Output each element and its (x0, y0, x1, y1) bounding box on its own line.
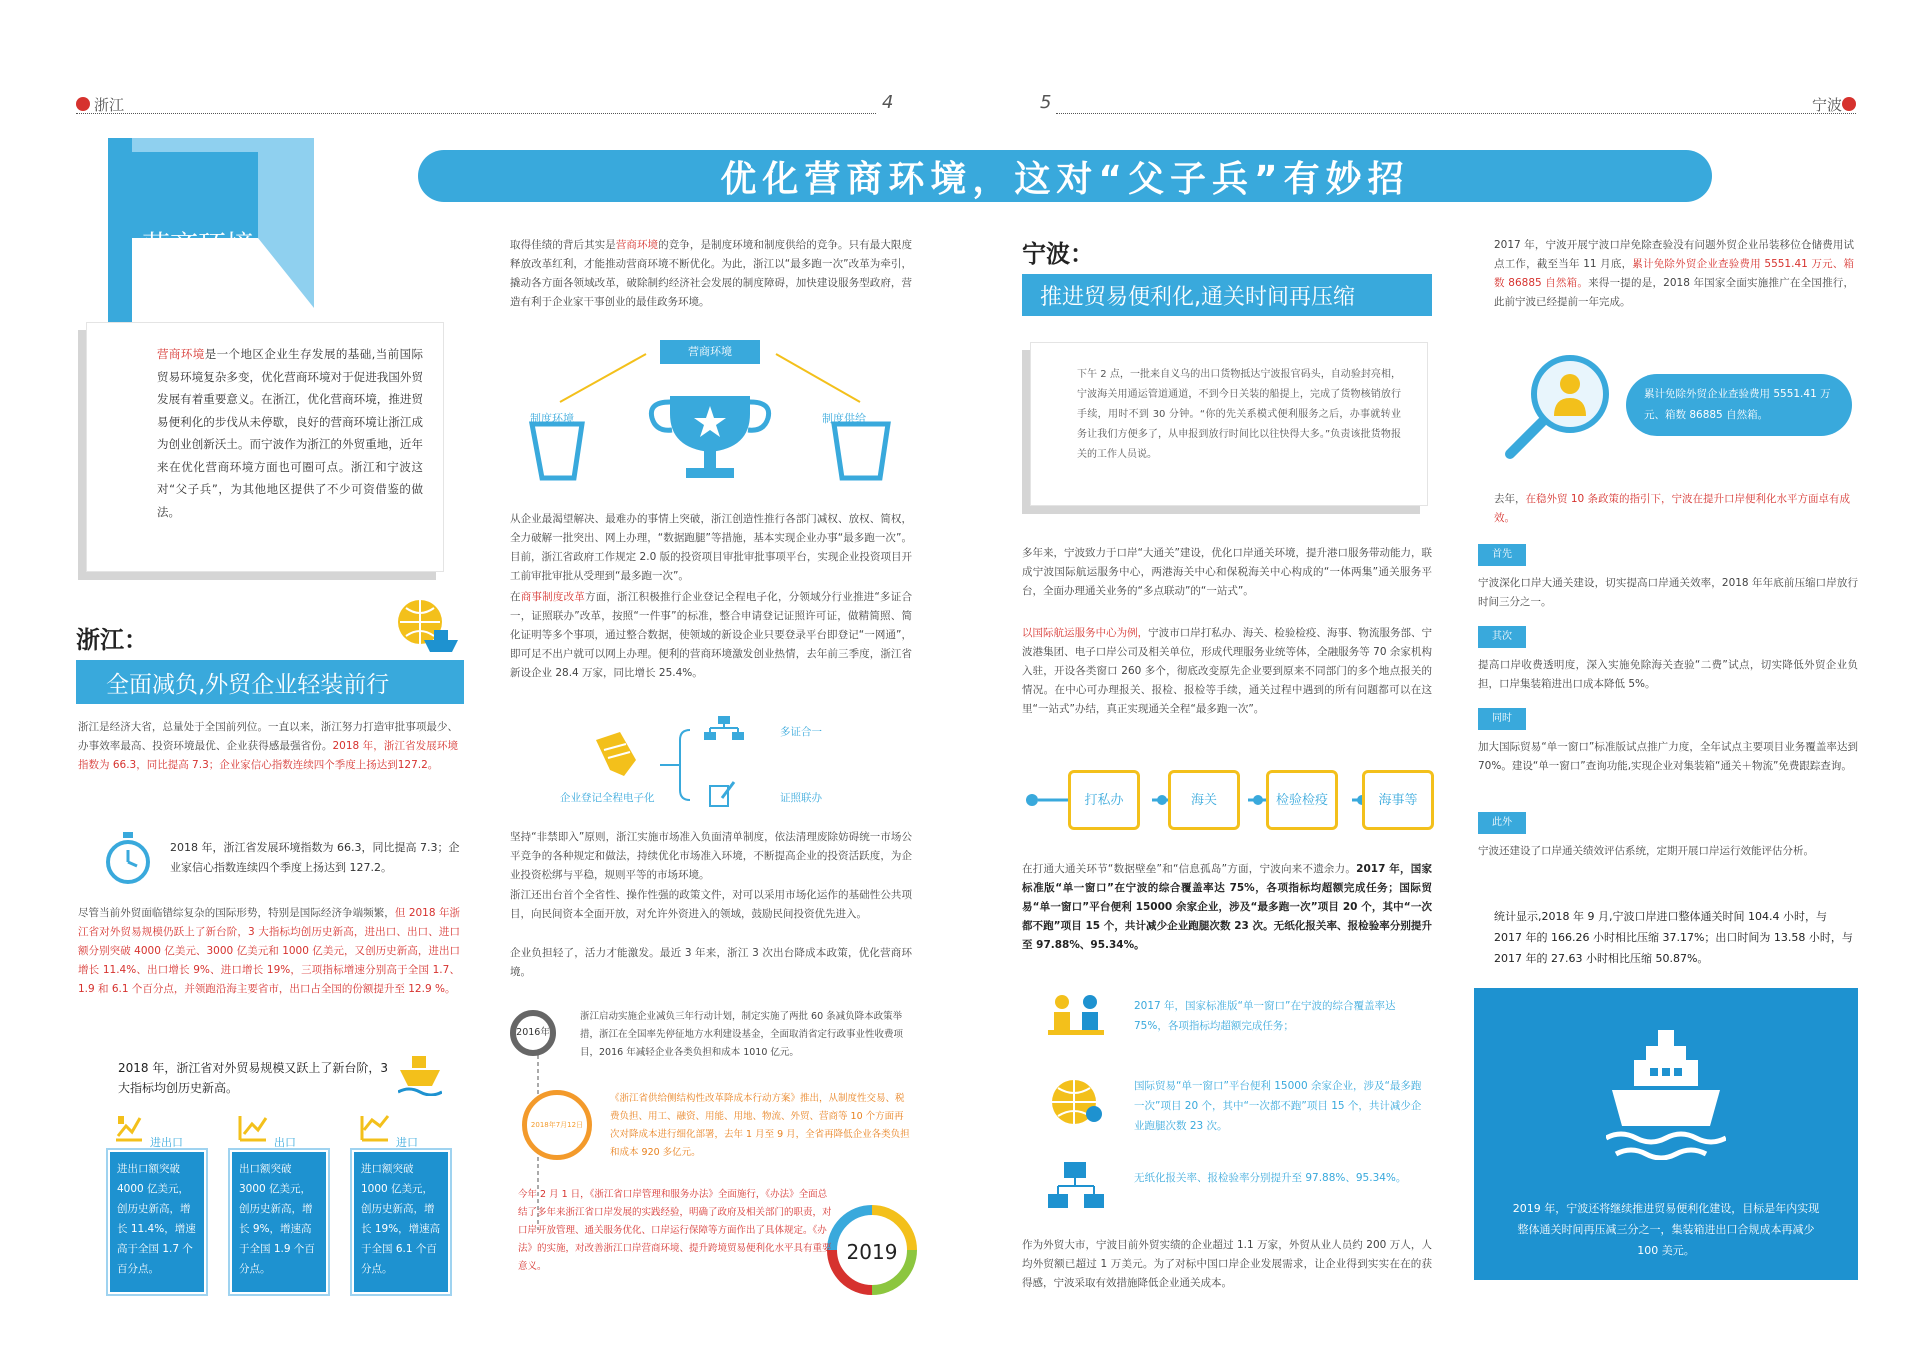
ningbo-paragraph-4: 作为外贸大市，宁波目前外贸实绩的企业超过 1.1 万家，外贸从业人员约 200 万人，人均外贸额已超过 1 万美元。为了对标中国口岸企业发展需求，让企业得到实实在在的获得感，宁波采取有效措施降低企业通关成本。 (1022, 1239, 1432, 1289)
middle-p1-b: 的竞争，是制度环境和制度供给的竞争。只有最大限度释放改革红利，才能推动营商环境不断优化。为此，浙江以“最多跑一次”改革为牵引，撬动各方面各领域改革，破除制约经济社会发展的制度障碍，加快建设服务型政府，营造有利于企业家干事创业的最佳政务环境。 (510, 239, 913, 308)
intro-box (86, 322, 444, 572)
zhejiang-stat-2: 2018 年，浙江省对外贸易规模又跃上了新台阶，3 大指标均创历史新高。 (118, 1061, 388, 1095)
tag-first-text: 宁波深化口岸大通关建设，切实提高口岸通关效率，2018 年年底前压缩口岸放行时间三分之一。 (1478, 577, 1858, 608)
diagram-right-label: 制度供给 (822, 412, 866, 425)
right-paragraph-2 (1494, 490, 1854, 528)
registration-label: 企业登记全程电子化 (560, 792, 655, 804)
middle-paragraph-3 (510, 588, 912, 683)
large-ship-icon (1606, 1030, 1726, 1160)
left-running-head: 浙江 (94, 96, 125, 114)
middle-paragraph-4: 坚持“非禁即入”原则，浙江实施市场准入负面清单制度，依法清理废除妨碍统一市场公平竞争的各种规定和做法，持续优化市场准入环境，不断提高企业的投资活跃度，为企业投资松绑与平稳，规则平等的市场环境。 (510, 831, 912, 881)
ningbo-p3-a: 在打通大通关环节“数据壁垒”和“信息孤岛”方面，宁波向来不遗余力。 (1022, 863, 1357, 875)
stat-box-import: 进口额突破 1000 亿美元，创历史新高，增长 19%，增速高于全国 6.1 个百分点。 (354, 1152, 448, 1292)
middle-p3-c: 方面，浙江积极推行企业登记全程电子化，分领域分行业推进“多证合一，证照联办”改革，按照“一件事”的标准，整合申请登记证照许可证，做精简照、简化证明等多个事项，通过整合数据，使领域的新设企业只要登录平台即登记“一网通”，即可足不出户就可以网上办理。便利的营商环境激发创业热情，去年前三季度，浙江省新设企业 28.4 万家，同比增长 25.4%。 (510, 591, 912, 679)
main-banner-title: 优化营商环境，这对“父子兵”有妙招 (720, 158, 1410, 200)
zhejiang-subtitle: 全面减负,外贸企业轻装前行 (76, 660, 464, 704)
flow-step-inspection: 检验检疫 (1266, 770, 1338, 830)
ningbo-item-1: 2017 年，国家标准版“单一窗口”在宁波的综合覆盖率达 75%，各项指标均超额完成任务； (1134, 1000, 1396, 1032)
tag-first: 首先 (1478, 544, 1526, 566)
box-1-label: 进出口 (150, 1136, 183, 1149)
tag-meanwhile-text: 加大国际贸易“单一窗口”标准版试点推广力度，全年试点主要项目业务覆盖率达到 70%。建设“单一窗口”查询功能,实现企业对集装箱“通关＋物流”免费跟踪查询。 (1478, 741, 1858, 772)
ningbo-p3-b: 2017 年，国家标准版“单一窗口”在宁波的综合覆盖率达 75%，各项指标均超额完成任务；国际贸易“单一窗口”平台便利 15000 余家企业，涉及“最多跑一次”项目 20 个，其中“一次都不跑”项目 15 个，共计减少企业跑腿次数 23 次。无纸化报关率、报检验率分别提升至 97.88%、95.34%。 (1022, 863, 1432, 951)
right-page-marker-icon (1842, 97, 1856, 111)
ningbo-paragraph-3 (1022, 860, 1432, 955)
ningbo-quote-box (1030, 342, 1428, 506)
box-2-label: 出口 (274, 1136, 296, 1149)
search-person-icon (1500, 350, 1620, 460)
left-page-marker-icon (76, 97, 90, 111)
diagram-left-label: 制度环境 (530, 412, 574, 425)
right-page-number: 5 (1040, 92, 1052, 113)
zhejiang-p2-highlight: 但 2018 年浙江省对外贸易规模仍跃上了新台阶，3 大指标均创历史新高，进出口、出口、进口额分别突破 4000 亿美元、3000 亿美元和 1000 亿美元，又创历史新高，进出口增长 11.4%、出口增长 9%、进口增长 19%，三项指标增速分别高于全国 1.7、1.9 和 6.1 个百分点，并领跑沿海主要省市，出口占全国的份额提升至 12.9 %。 (78, 907, 461, 995)
right-running-head: 宁波 (1812, 96, 1843, 114)
tag-additionally-text: 宁波还建设了口岸通关绩效评估系统，定期开展口岸运行效能评估分析。 (1478, 845, 1814, 857)
tag-second-text: 提高口岸收费透明度，深入实施免除海关查验“二费”试点，切实降低外贸企业负担，口岸集装箱进出口成本降低 5%。 (1478, 659, 1858, 690)
left-page-number: 4 (882, 92, 894, 113)
timeline-text-2018: 《浙江省供给侧结构性改革降成本行动方案》推出，从制度性交易、税费负担、用工、融资、用能、用地、物流、外贸、营商等 10 个方面再次对降成本进行细化部署，去年 1 月至 9 月，全省再降低企业各类负担和成本 920 多亿元。 (610, 1093, 910, 1158)
right-divider (1056, 113, 1856, 114)
computer-network-icon (1046, 1160, 1106, 1216)
flow-step-maritime: 海事等 (1362, 770, 1434, 830)
goal-text: 2019 年，宁波还将继续推进贸易便利化建设，目标是年内实现整体通关时间再压减三分之一，集装箱进出口合规成本再减少 100 美元。 (1512, 1202, 1820, 1257)
flow-step-anti-smuggling: 打私办 (1068, 770, 1140, 830)
zhejiang-heading: 浙江： (76, 626, 148, 654)
goal-box (1474, 988, 1858, 1280)
diagram-center-label: 营商环境 (660, 340, 760, 364)
timeline-text-2019: 今年 2 月 1 日，《浙江省口岸管理和服务办法》全面施行，《办法》全面总结了多年来浙江省口岸发展的实践经验，明确了政府及相关部门的职责，对口岸开放管理、通关服务优化、口岸运行保障等方面作出了具体规定。《办法》的实施，对改善浙江口岸营商环境、提升跨境贸易便利化水平具有重要意义。 (518, 1189, 832, 1272)
right-p2-highlight: 在稳外贸 10 条政策的指引下，宁波在提升口岸便利化水平方面卓有成效。 (1494, 493, 1851, 524)
right-p1-a: 2017 年，宁波开展宁波口岸免除查验没有问题外贸企业吊装移位仓储费用试点工作，截至当年 11 月底， (1494, 239, 1854, 270)
ningbo-item-2: 国际贸易“单一窗口”平台便利 15000 余家企业，涉及“最多跑一次”项目 20 个，其中“一次都不跑”项目 15 个，共计减少企业跑腿次数 23 次。 (1134, 1080, 1422, 1132)
ningbo-p2-highlight: 以国际航运服务中心为例， (1022, 627, 1149, 639)
export-chart-icon (238, 1112, 268, 1142)
multi-certificate-label: 多证合一 (780, 726, 822, 738)
flag-title: 营商环境 (142, 229, 255, 262)
main-banner (418, 150, 1712, 202)
tag-second: 其次 (1478, 626, 1526, 648)
timeline-node-2019: 2019 (846, 1240, 898, 1264)
middle-p3-highlight: 商事制度改革 (520, 591, 586, 603)
intro-lead: 营商环境 (157, 347, 205, 361)
tag-meanwhile: 同时 (1478, 708, 1526, 730)
tag-additionally: 此外 (1478, 812, 1526, 834)
fee-exemption-badge: 累计免除外贸企业查验费用 5551.41 万元、箱数 86885 自然箱。 (1626, 374, 1852, 436)
right-paragraph-1 (1494, 236, 1854, 312)
stopwatch-icon (104, 832, 152, 884)
right-p2-a: 去年， (1494, 493, 1526, 505)
timeline-node-2016: 2016年 (510, 1010, 556, 1056)
zhejiang-stat-1: 2018 年，浙江省发展环境指数为 66.3，同比提高 7.3；企业家信心指数连续四个季度上扬达到 127.2。 (170, 841, 460, 874)
box-3-label: 进口 (396, 1136, 418, 1149)
globe-trade-icon (1046, 1076, 1106, 1132)
ningbo-paragraph-2 (1022, 624, 1432, 719)
timeline-node-2018: 2018年7月12日 (522, 1090, 592, 1160)
zhejiang-p2-plain: 尽管当前外贸面临错综复杂的国际形势，特别是国际经济争端频繁， (78, 907, 395, 919)
stat-box-import-export: 进出口额突破 4000 亿美元，创历史新高，增长 11.4%，增速高于全国 1.7 个百分点。 (110, 1152, 204, 1292)
flow-step-customs: 海关 (1168, 770, 1240, 830)
middle-paragraph-2: 从企业最渴望解决、最难办的事情上突破，浙江创造性推行各部门减权、放权、简权，全力破解一批突出、网上办理，“数据跑腿”等措施，基本实现企业办事“最多跑一次”。目前，浙江省政府工作规定 2.0 版的投资项目审批审批事项平台，实现企业投资项目开工前审批审批从受理到“最多跑一次”。 (510, 513, 912, 582)
zhejiang-paragraph-2 (78, 904, 460, 999)
ningbo-p2-text: 宁波市口岸打私办、海关、检验检疫、海事、物流服务部、宁波港集团、电子口岸公司及相关单位，形成代理服务业统等体，全融服务等 70 余家机构入驻，开设各类窗口 260 多个，彻底改变原先企业要到原来不同部门的多个地点报关的情况。在中心可办理报关、报检、报检等手续，通关过程中遇到的所有问题都可以在这里“一站式”办结，真正实现通关全程“最多跑一次”。 (1022, 627, 1433, 715)
zhejiang-p1-plain: 浙江是经济大省，总量处于全国前列位。一直以来，浙江努力打造审批事项最少、办事效率最高、投资环境最优、企业获得感最强省份。 (78, 721, 458, 752)
import-chart-icon (360, 1112, 390, 1142)
timeline-text-2016: 浙江启动实施企业减负三年行动计划，制定实施了两批 60 条减负降本政策举措，浙江在全国率先停征地方水利建设基金，全面取消省定行政事业性收费项目，2016 年减轻企业各类负担和成本 1010 亿元。 (580, 1011, 904, 1058)
globe-ship-icon (396, 596, 460, 656)
ningbo-quote: 下午 2 点，一批来自义乌的出口货物抵达宁波报官码头，自动验封亮相，宁波海关用通运管道通道，不到今日关装的船提上，完成了货物核销放行手续，用时不到 30 分钟。“你的先关系模式便利服务之后，办事就转业务让我们方便多了，从申报到放行时间比以往快得大多。”负责该批货物报关的工作人员说。 (1077, 369, 1401, 460)
import-export-chart-icon (114, 1112, 144, 1142)
intro-text: 是一个地区企业生存发展的基础,当前国际贸易环境复杂多变，优化营商环境对于促进我国外贸发展有着重要意义。在浙江，优化营商环境，推进贸易便利化的步伐从未停歇，良好的营商环境让浙江成为创业创新沃土。而宁波作为浙江的外贸重地，近年来在优化营商环境方面也可圈可点。浙江和宁波这对“父子兵”，为其他地区提供了不少可资借鉴的做法。 (157, 347, 424, 519)
zhejiang-p1-highlight: 2018 年，浙江省发展环境指数为 66.3，同比提高 7.3；企业家信心指数连续四个季度上扬达到127.2。 (78, 740, 458, 771)
middle-paragraph-6: 企业负担轻了，活力才能激发。最近 3 年来，浙江 3 次出台降成本政策，优化营商环境。 (510, 947, 912, 978)
ningbo-paragraph-1: 多年来，宁波致力于口岸“大通关”建设，优化口岸通关环境，提升港口服务带动能力，联成宁波国际航运服务中心，两港海关中心和保税海关中心构成的“一体两集”通关服务平台，全面办理通关业务的“多点联动”的“一站式”。 (1022, 547, 1432, 597)
right-p1-b: 来得一提的是，2018 年国家全面实施推广在全国推行，此前宁波已经提前一年完成。 (1494, 277, 1855, 308)
middle-p3-a: 在 (510, 591, 521, 603)
ship-icon (398, 1052, 442, 1096)
license-joint-label: 证照联办 (780, 792, 822, 804)
left-divider (76, 113, 876, 114)
people-icon (1048, 990, 1104, 1040)
ningbo-subtitle: 推进贸易便利化,通关时间再压缩 (1022, 274, 1432, 316)
middle-paragraph-1 (510, 236, 912, 312)
middle-paragraph-5: 浙江还出台首个全省性、操作性强的政策文件，对可以采用市场化运作的基础性公共项目，向民间资本全面开放，对允许外资进入的领域，鼓励民间投资优先进入。 (510, 889, 912, 920)
right-p1-highlight: 累计免除外贸企业查验费用 5551.41 万元、箱数 86885 自然箱。 (1494, 258, 1854, 289)
right-paragraph-3: 统计显示,2018 年 9 月,宁波口岸进口整体通关时间 104.4 小时，与 2017 年的 166.26 小时相比压缩 37.17%；出口时间为 13.58 小时，与 2017 年的 27.63 小时相比压缩 50.87%。 (1494, 910, 1853, 965)
zhejiang-paragraph-1 (78, 718, 458, 775)
ningbo-item-3: 无纸化报关率、报检验率分别提升至 97.88%、95.34%。 (1134, 1172, 1407, 1184)
middle-p1-a: 取得佳绩的背后其实是 (510, 239, 616, 251)
stat-box-export: 出口额突破 3000 亿美元，创历史新高，增长 9%，增速高于全国 1.9 个百分点。 (232, 1152, 326, 1292)
middle-p1-highlight: 营商环境 (615, 239, 659, 251)
ningbo-heading: 宁波： (1022, 240, 1094, 268)
